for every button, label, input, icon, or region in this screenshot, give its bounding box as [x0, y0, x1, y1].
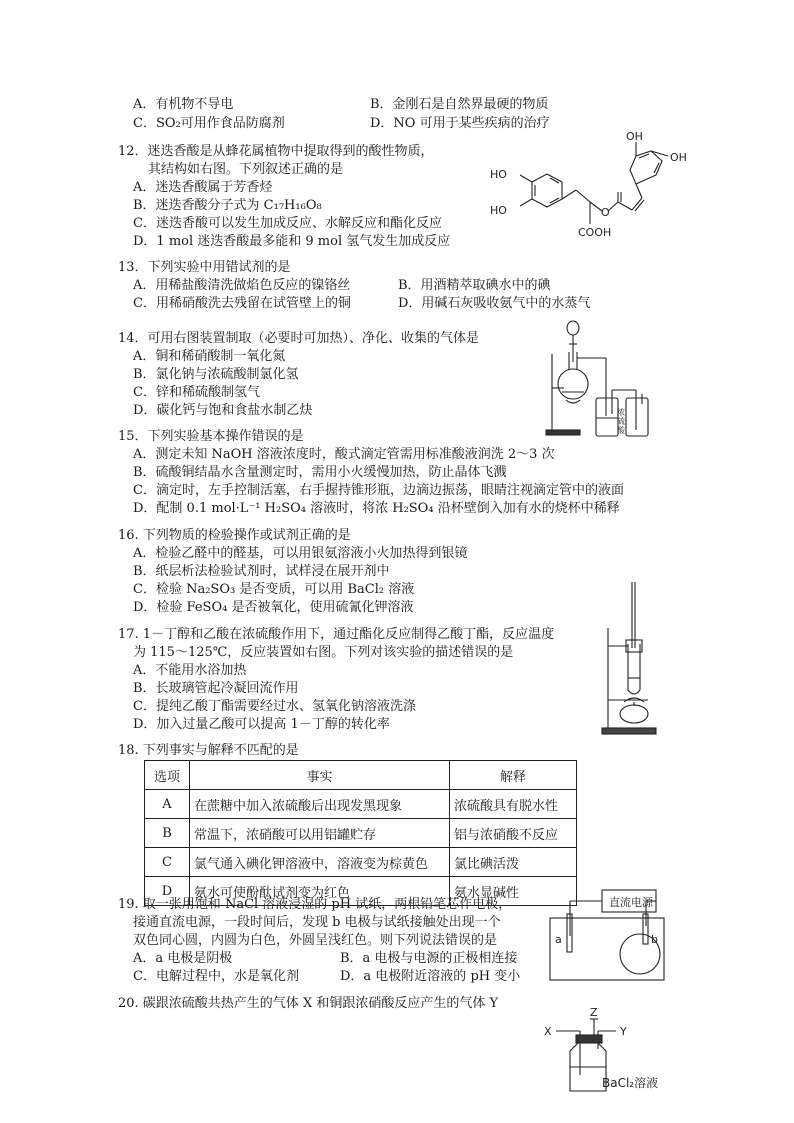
- q13-option-b: B．用酒精萃取碘水中的碘: [398, 278, 551, 293]
- q12-option-a: A．迷迭香酸属于芳香烃: [133, 180, 273, 195]
- q14-option-c: C．锌和稀硫酸制氢气: [133, 385, 260, 400]
- table-cell: 常温下，浓硝酸可以用铝罐贮存: [190, 819, 450, 848]
- power-supply-label: 直流电源: [609, 896, 653, 909]
- q17-option-a: A．不能用水浴加热: [133, 663, 247, 678]
- q13-option-c: C．用稀硝酸洗去残留在试管壁上的铜: [133, 296, 351, 311]
- table-header-cell: 事实: [190, 761, 450, 790]
- q19-option-a: A．a 电极是阴极: [133, 951, 233, 966]
- q17-option-d: D．加入过量乙酸可以提高 1－丁醇的转化率: [133, 717, 390, 732]
- bottle-label-2: 硫: [617, 417, 625, 426]
- q12-option-c: C．迷迭香酸可以发生加成反应、水解反应和酯化反应: [133, 216, 442, 231]
- table-cell: 氯气通入碘化钾溶液中，溶液变为棕黄色: [190, 848, 450, 877]
- q14-option-b: B．氯化钠与浓硫酸制氯化氢: [133, 367, 299, 382]
- electrolysis-figure: [546, 886, 670, 986]
- bottle-label-3: 酸: [617, 426, 625, 435]
- gas-y-label: Y: [620, 1025, 627, 1038]
- struct-label-oh-1: OH: [626, 130, 643, 143]
- struct-label-ho-2: HO: [490, 204, 507, 217]
- table-cell: 氨水可使酚酞试剂变为红色: [190, 877, 450, 906]
- table-cell: C: [145, 848, 190, 877]
- q12-option-b: B．迷迭香酸分子式为 C₁₇H₁₆O₈: [133, 198, 322, 213]
- bottle-label-1: 浓: [617, 408, 625, 417]
- q19-stem-3: 双色同心圆，内圆为白色，外圆呈浅红色。则下列说法错误的是: [133, 933, 498, 948]
- q15-option-a: A．测定未知 NaOH 溶液浓度时，酸式滴定管需用标准酸液润洗 2～3 次: [133, 447, 555, 462]
- q12-stem-2: 其结构如右图。下列叙述正确的是: [148, 162, 344, 177]
- bacl2-solution-label: BaCl₂溶液: [602, 1076, 659, 1090]
- table-cell: 在蔗糖中加入浓硫酸后出现发黑现象: [190, 790, 450, 819]
- table-row: [145, 848, 577, 877]
- table-cell: 浓硫酸具有脱水性: [450, 790, 577, 819]
- table-cell: A: [145, 790, 190, 819]
- gas-z-label: Z: [590, 1006, 598, 1019]
- struct-label-ho-1: HO: [490, 168, 507, 181]
- q16-option-d: D．检验 FeSO₄ 是否被氧化，使用硫氰化钾溶液: [133, 600, 414, 615]
- table-header-row: [145, 761, 577, 790]
- q17-stem-2: 为 115～125℃，反应装置如右图。下列对该实验的描述错误的是: [133, 645, 514, 660]
- q17-option-b: B．长玻璃管起冷凝回流作用: [133, 681, 299, 696]
- q11-option-d: D．NO 可用于某些疾病的治疗: [370, 116, 550, 131]
- q12-option-d: D．1 mol 迷迭香酸最多能和 9 mol 氢气发生加成反应: [133, 234, 451, 249]
- q16-option-a: A．检验乙醛中的醛基，可以用银氨溶液小火加热得到银镜: [133, 546, 468, 561]
- rosmarinic-acid-structure: [484, 128, 704, 246]
- q17-stem-1: 17. 1－丁醇和乙酸在浓硫酸作用下，通过酯化反应制得乙酸丁酯，反应温度: [118, 627, 555, 642]
- table-cell: 铝与浓硝酸不反应: [450, 819, 577, 848]
- gas-bottle-figure: [540, 1005, 680, 1097]
- q15-stem: 15．下列实验基本操作错误的是: [118, 429, 304, 444]
- q20-stem: 20. 碳跟浓硫酸共热产生的气体 X 和铜跟浓硝酸反应产生的气体 Y: [118, 996, 499, 1011]
- struct-label-cooh: COOH: [578, 226, 612, 239]
- q11-option-a: A．有机物不导电: [133, 97, 234, 112]
- q13-stem: 13．下列实验中用错试剂的是: [118, 260, 291, 275]
- q14-option-d: D．碳化钙与饱和食盐水制乙炔: [133, 403, 313, 418]
- table-row: [145, 790, 577, 819]
- table-cell: B: [145, 819, 190, 848]
- q16-option-b: B．纸层析法检验试剂时，试样浸在展开剂中: [133, 564, 390, 579]
- q11-option-c: C．SO₂可用作食品防腐剂: [133, 116, 285, 131]
- table-cell: 氨水显碱性: [450, 877, 577, 906]
- q15-option-b: B．硫酸铜结晶水含量测定时，需用小火缓慢加热，防止晶体飞溅: [133, 465, 507, 480]
- q15-option-c: C．滴定时，左手控制活塞，右手握持锥形瓶，边滴边振荡，眼睛注视滴定管中的液面: [133, 483, 624, 498]
- q18-stem: 18. 下列事实与解释不匹配的是: [118, 743, 299, 758]
- q19-option-c: C．电解过程中，水是氧化剂: [133, 969, 299, 984]
- q16-stem: 16. 下列物质的检验操作或试剂正确的是: [118, 528, 351, 543]
- q11-option-b: B．金刚石是自然界最硬的物质: [370, 97, 549, 112]
- q19-stem-2: 接通直流电源，一段时间后，发现 b 电极与试纸接触处出现一个: [133, 915, 501, 930]
- q17-option-c: C．提纯乙酸丁酯需要经过水、氢氧化钠溶液洗涤: [133, 699, 416, 714]
- q16-option-c: C．检验 Na₂SO₃ 是否变质，可以用 BaCl₂ 溶液: [133, 582, 415, 597]
- esterification-apparatus-figure: [598, 578, 662, 744]
- q15-option-d: D．配制 0.1 mol·L⁻¹ H₂SO₄ 溶液时，将浓 H₂SO₄ 沿杯壁倒入加有水的烧杯中稀释: [133, 501, 620, 516]
- q12-stem-1: 12．迷迭香酸是从蜂花属植物中提取得到的酸性物质，: [118, 144, 434, 159]
- struct-label-o: O: [601, 206, 610, 219]
- q13-option-a: A．用稀盐酸清洗做焰色反应的镍铬丝: [133, 278, 351, 293]
- gas-x-label: X: [544, 1025, 552, 1038]
- table-row: [145, 819, 577, 848]
- table-header-cell: 解释: [450, 761, 577, 790]
- q19-option-d: D．a 电极附近溶液的 pH 变小: [340, 969, 521, 984]
- table-cell: D: [145, 877, 190, 906]
- table-header-cell: 选项: [145, 761, 190, 790]
- q14-stem: 14．可用右图装置制取（必要时可加热）、净化、收集的气体是: [118, 331, 480, 346]
- struct-label-oh-2: OH: [670, 151, 687, 164]
- electrode-a-label: a: [555, 933, 562, 946]
- q19-option-b: B．a 电极与电源的正极相连接: [340, 951, 518, 966]
- gas-apparatus-figure: [544, 318, 656, 442]
- q13-option-d: D．用碱石灰吸收氨气中的水蒸气: [398, 296, 591, 311]
- q18-table: [144, 760, 577, 906]
- q14-option-a: A．铜和稀硝酸制一氧化氮: [133, 349, 286, 364]
- electrode-b-label: b: [651, 933, 658, 946]
- q19-stem-1: 19. 取一张用饱和 NaCl 溶液浸湿的 pH 试纸，两根铅笔芯作电极，: [118, 897, 512, 912]
- table-cell: 氯比碘活泼: [450, 848, 577, 877]
